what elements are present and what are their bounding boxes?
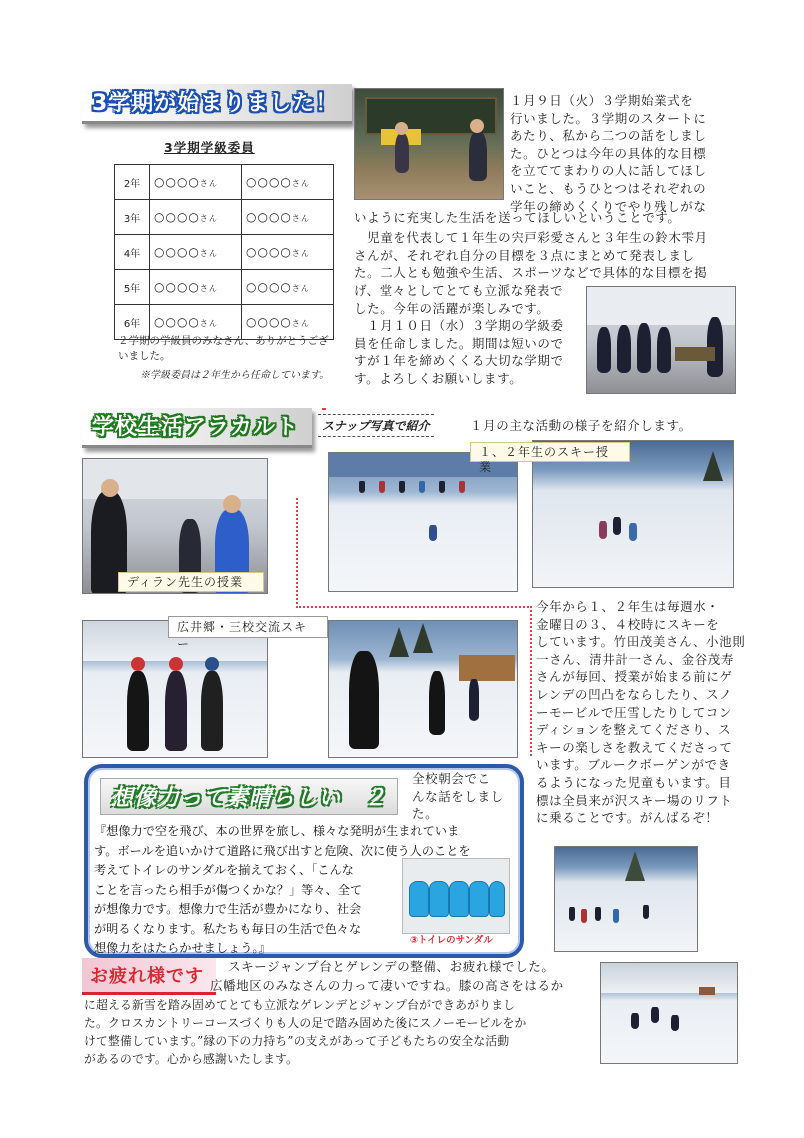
photo-exchange-ski-2 <box>328 620 518 758</box>
term3-paragraph-2: 児童を代表して１年生の宍戸彩愛さんと３年生の鈴木雫月 さんが、それぞれ自分の目標を３点にまとめて発表しまし た。二人とも勉強や生活、スポーツなどで具体的な目標を掲 <box>354 230 708 281</box>
snapshot-label: スナップ写真で紹介 <box>318 414 434 437</box>
term3-paragraph-3: げ、堂々としてとても立派な発表で した。今年の活躍が楽しみです。 １月１０日（水）３学期の学級委 員を任命しました。期間は短いので すが１年を締めくくる大切な学期で す。よろしくお願いします。 <box>354 283 564 386</box>
dotted-divider <box>296 606 532 608</box>
thanks-line-2: 広幡地区のみなさんの力って凄いですね。膝の高さをはるか <box>210 978 564 993</box>
photo-exchange-ski-1 <box>82 620 268 758</box>
section-banner-thanks: お疲れ様です <box>82 958 216 995</box>
activities-intro: １月の主な活動の様子を紹介します。 <box>470 418 692 433</box>
photo-class-committee <box>586 286 736 394</box>
caption-exchange: 広井郷・三校交流スキー <box>168 616 328 638</box>
sandals-caption: ③トイレのサンダル <box>410 935 493 946</box>
committee-note: ※学級委員は２年生から任命しています。 <box>140 370 330 381</box>
caption-dylan: ディラン先生の授業 <box>118 572 264 592</box>
section-banner-term3: 3学期が始まりました！ <box>82 84 352 124</box>
thanks-note: ２学期の学級員のみなさん、ありがとうござ いました。 <box>118 335 329 362</box>
term3-paragraph-1: １月９日（火）３学期始業式を 行いました。３学期のスタートに あたり、私から二つの話をしまし た。ひとつは今年の具体的な目標 を立ててまわりの人に話してほし いこと、もうひとつはそれぞれの 学年の締めくくりでやり残しがな <box>510 93 707 214</box>
committee-table-title: 3学期学級委員 <box>164 140 255 155</box>
photo-toilet-sandals <box>402 858 510 934</box>
imagination-title: 想像力って素晴らしい ２ <box>100 778 398 815</box>
table-row: 3年 ○○○○さん ○○○○さん <box>115 200 334 235</box>
term3-paragraph-1-last: いように充実した生活を送ってほしいということです。 <box>354 210 681 225</box>
dotted-divider <box>530 606 532 756</box>
photo-ski-lesson-2 <box>532 440 734 588</box>
photo-ski-practice <box>600 962 738 1064</box>
table-row: 2年 ○○○○さん ○○○○さん <box>115 165 334 200</box>
table-row: 4年 ○○○○さん ○○○○さん <box>115 235 334 270</box>
section-banner-school-life: 学校生活アラカルト <box>82 408 312 448</box>
dotted-divider <box>296 498 298 608</box>
thanks-line-1: スキージャンプ台とゲレンデの整備、お疲れ様でした。 <box>228 959 555 974</box>
imagination-quote: 『想像力で空を飛び、本の世界を旅し、様々な発明が生まれていま す。ボールを追いかけて道路に飛び出すと危険、次に使う人のことを 考えてトイレのサンダルを揃えておく、「こんな ことを言ったら相手が傷つくかな？」等々、全て が想像力です。想像力で生活が豊かになり、社会 が明るくなります。私たちも毎日の生活で色々な 想像力をはたらかせましょう。』 <box>94 824 471 955</box>
caption-ski-12: １、２年生のスキー授業 <box>470 442 630 462</box>
photo-ski-slope-group <box>554 846 698 952</box>
imagination-side-text: 全校朝会でこ んな話をしまし た。 <box>412 771 504 822</box>
thanks-paragraph: に超える新雪を踏み固めてとても立派なゲレンデとジャンプ台ができあがりまし た。クロスカントリーコースづくりも人の足で踏み固めた後にスノーモービルをか けて整備しています。”縁の下の力持ち”の支えがあって子どもたちの安全な活動 があるのです。心から感謝いたします。 <box>84 998 527 1066</box>
photo-opening-ceremony <box>354 88 504 200</box>
dotted-divider <box>322 408 326 410</box>
table-row: 5年 ○○○○さん ○○○○さん <box>115 270 334 305</box>
committee-table <box>114 164 334 340</box>
ski-lesson-text: 今年から１、２年生は毎週水・ 金曜日の３、４校時にスキーを しています。竹田茂美さん、小池則 一さん、清井計一さん、金谷茂寿 さんが毎回、授業が始まる前にゲ レンデの凹凸をならしたり、スノ ーモービルで圧雪したりしてコン ディションを整えてくださり、ス キーの楽しさを教えてくださって います。ブルークボーゲンができ るようになった児童もいます。目 標は全員来が沢スキー場のリフト に乗ることです。がんばるぞ！ <box>536 599 746 826</box>
table-row: 6年 ○○○○さん ○○○○さん <box>115 305 334 340</box>
